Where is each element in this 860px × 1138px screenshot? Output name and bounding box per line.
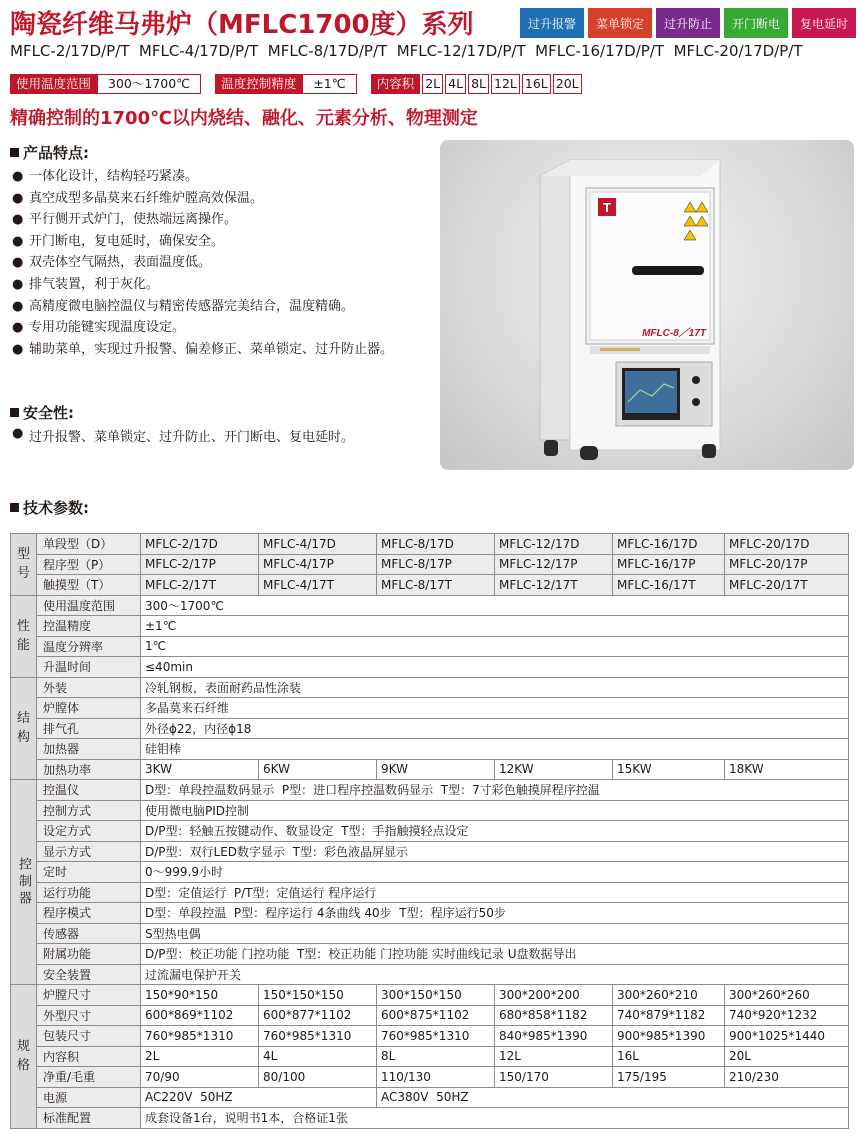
table-row: 温度分辨率 1℃ bbox=[11, 636, 849, 657]
table-row: 传感器 S型热电偶 bbox=[11, 923, 849, 944]
table-row: 控制器 控温仪 D型：单段控温数码显示 P型：进口程序控温数码显示 T型：7寸彩色触摸屏程序控温 bbox=[11, 780, 849, 801]
table-row: 安全装置 过流漏电保护开关 bbox=[11, 964, 849, 985]
bullet-icon: ● bbox=[12, 233, 24, 249]
group-model: 型号 bbox=[11, 534, 37, 596]
table-row: 定时 0～999.9小时 bbox=[11, 862, 849, 883]
tech-heading: 技术参数: bbox=[10, 497, 89, 518]
capacity-label: 内容积 bbox=[371, 74, 421, 94]
badge-menu-lock: 菜单锁定 bbox=[588, 8, 652, 38]
group-structure: 结构 bbox=[11, 677, 37, 780]
badge-overheat-alarm: 过升报警 bbox=[520, 8, 584, 38]
feature-item: ● 真空成型多晶莫来石纤维炉膛高效保温。 bbox=[12, 188, 422, 210]
precision-value: ±1℃ bbox=[302, 74, 356, 94]
table-row: 附属功能 D/P型：校正功能 门控功能 T型：校正功能 门控功能 实时曲线记录 U盘数据导出 bbox=[11, 944, 849, 965]
feature-item: ● 一体化设计，结构轻巧紧凑。 bbox=[12, 166, 422, 188]
model-list: MFLC-2/17D/P/T MFLC-4/17D/P/T MFLC-8/17D/P/T MFLC-12/17D/P/T MFLC-16/17D/P/T MFLC-20/17D/P/T bbox=[10, 42, 803, 60]
table-row: 性能 使用温度范围 300～1700℃ bbox=[11, 595, 849, 616]
table-row: 控制方式 使用微电脑PID控制 bbox=[11, 800, 849, 821]
bullet-icon: ● bbox=[12, 169, 24, 184]
badge-door-cutoff: 开门断电 bbox=[724, 8, 788, 38]
table-row: 运行功能 D型：定值运行 P/T型：定值运行 程序运行 bbox=[11, 882, 849, 903]
group-performance: 性能 bbox=[11, 595, 37, 677]
feature-item: ● 开门断电，复电延时，确保安全。 bbox=[12, 231, 422, 253]
table-row: 设定方式 D/P型：轻触五按键动作、数显设定 T型：手指触摸轻点设定 bbox=[11, 821, 849, 842]
table-row: 加热功率 3KW 6KW 9KW 12KW 15KW 18KW bbox=[11, 759, 849, 780]
safety-heading: 安全性: bbox=[10, 402, 74, 423]
badge-power-delay: 复电延时 bbox=[792, 8, 856, 38]
precision-label: 温度控制精度 bbox=[215, 74, 302, 94]
bullet-icon: ● bbox=[12, 320, 24, 336]
capacity-value: 8L bbox=[468, 74, 489, 94]
table-row: 控温精度 ±1℃ bbox=[11, 616, 849, 637]
table-row: 净重/毛重 70/90 80/100 110/130 150/170 175/195 210/230 bbox=[11, 1067, 849, 1088]
temp-range-value: 300～1700℃ bbox=[97, 74, 201, 94]
table-row: 包装尺寸 760*985*1310 760*985*1310 760*985*1310 840*985*1390 900*985*1390 900*1025*1440 bbox=[11, 1026, 849, 1047]
table-row: 程序型（P） MFLC-2/17P MFLC-4/17P MFLC-8/17P MFLC-12/17P MFLC-16/17P MFLC-20/17P bbox=[11, 554, 849, 575]
product-photo bbox=[440, 140, 854, 470]
table-row: 炉膛体 多晶莫来石纤维 bbox=[11, 698, 849, 719]
table-row: 结构 外装 冷轧钢板，表面耐药品性涂装 bbox=[11, 677, 849, 698]
capacity-value: 4L bbox=[445, 74, 466, 94]
product-model-label: MFLC-8／17T bbox=[642, 328, 706, 339]
feature-list bbox=[12, 166, 422, 360]
spec-bar bbox=[10, 74, 582, 94]
badge-overheat-prevent: 过升防止 bbox=[656, 8, 720, 38]
feature-item: ● 平行侧开式炉门，使热端远离操作。 bbox=[12, 209, 422, 231]
bullet-icon: ● bbox=[12, 255, 24, 271]
square-bullet-icon bbox=[10, 503, 19, 512]
table-row: 程序模式 D型：单段控温 P型：程序运行 4条曲线 40步 T型：程序运行50步 bbox=[11, 903, 849, 924]
furnace-illustration bbox=[440, 140, 854, 470]
page-title: 陶瓷纤维马弗炉（MFLC1700度）系列 bbox=[10, 10, 474, 40]
feature-item: ● 高精度微电脑控温仪与精密传感器完美结合，温度精确。 bbox=[12, 296, 422, 318]
row-label: 程序型（P） bbox=[37, 554, 141, 575]
table-row: 排气孔 外径ϕ22，内径ϕ18 bbox=[11, 718, 849, 739]
group-spec: 规格 bbox=[11, 985, 37, 1129]
table-row: 电源 AC220V 50HZ AC380V 50HZ bbox=[11, 1087, 849, 1108]
table-row: 型号 单段型（D） MFLC-2/17D MFLC-4/17D MFLC-8/17D MFLC-12/17D MFLC-16/17D MFLC-20/17D bbox=[11, 534, 849, 555]
feature-item: ● 排气装置，利于灰化。 bbox=[12, 274, 422, 296]
capacity-value: 20L bbox=[553, 74, 582, 94]
table-row: 规格 炉膛尺寸 150*90*150 150*150*150 300*150*150 300*200*200 300*260*210 300*260*260 bbox=[11, 985, 849, 1006]
feature-item: ● 辅助菜单，实现过升报警、偏差修正、菜单锁定、过升防止器。 bbox=[12, 339, 422, 361]
table-row: 外型尺寸 600*869*1102 600*877*1102 600*875*1102 680*858*1182 740*879*1182 740*920*1232 bbox=[11, 1005, 849, 1026]
spec-table bbox=[10, 533, 849, 1129]
feature-item: ● 双壳体空气隔热，表面温度低。 bbox=[12, 252, 422, 274]
table-row: 标准配置 成套设备1台，说明书1本，合格证1张 bbox=[11, 1108, 849, 1129]
table-row: 显示方式 D/P型：双行LED数字显示 T型：彩色液晶屏显示 bbox=[11, 841, 849, 862]
bullet-icon: ● bbox=[12, 298, 24, 314]
capacity-value: 12L bbox=[491, 74, 520, 94]
capacity-value: 2L bbox=[422, 74, 443, 94]
capacity-value: 16L bbox=[522, 74, 551, 94]
feature-item: ● 专用功能键实现温度设定。 bbox=[12, 317, 422, 339]
feature-badges bbox=[520, 8, 856, 38]
table-row: 升温时间 ≤40min bbox=[11, 657, 849, 678]
row-label: 单段型（D） bbox=[37, 534, 141, 555]
group-controller: 控制器 bbox=[11, 780, 37, 985]
headline: 精确控制的1700℃以内烧结、融化、元素分析、物理测定 bbox=[10, 108, 478, 129]
bullet-icon: ● bbox=[12, 212, 24, 228]
bullet-icon: ● bbox=[12, 426, 24, 441]
row-label: 触摸型（T） bbox=[37, 575, 141, 596]
brand-logo: T bbox=[603, 200, 611, 215]
table-row: 内容积 2L 4L 8L 12L 16L 20L bbox=[11, 1046, 849, 1067]
bullet-icon: ● bbox=[12, 276, 24, 292]
features-heading: 产品特点: bbox=[10, 142, 89, 163]
square-bullet-icon bbox=[10, 148, 19, 157]
bullet-icon: ● bbox=[12, 190, 24, 206]
table-row: 加热器 硅钼棒 bbox=[11, 739, 849, 760]
safety-text: ● 过升报警、菜单锁定、过升防止、开门断电、复电延时。 bbox=[12, 426, 355, 445]
bullet-icon: ● bbox=[12, 341, 24, 357]
table-row: 触摸型（T） MFLC-2/17T MFLC-4/17T MFLC-8/17T MFLC-12/17T MFLC-16/17T MFLC-20/17T bbox=[11, 575, 849, 596]
temp-range-label: 使用温度范围 bbox=[10, 74, 97, 94]
square-bullet-icon bbox=[10, 408, 19, 417]
